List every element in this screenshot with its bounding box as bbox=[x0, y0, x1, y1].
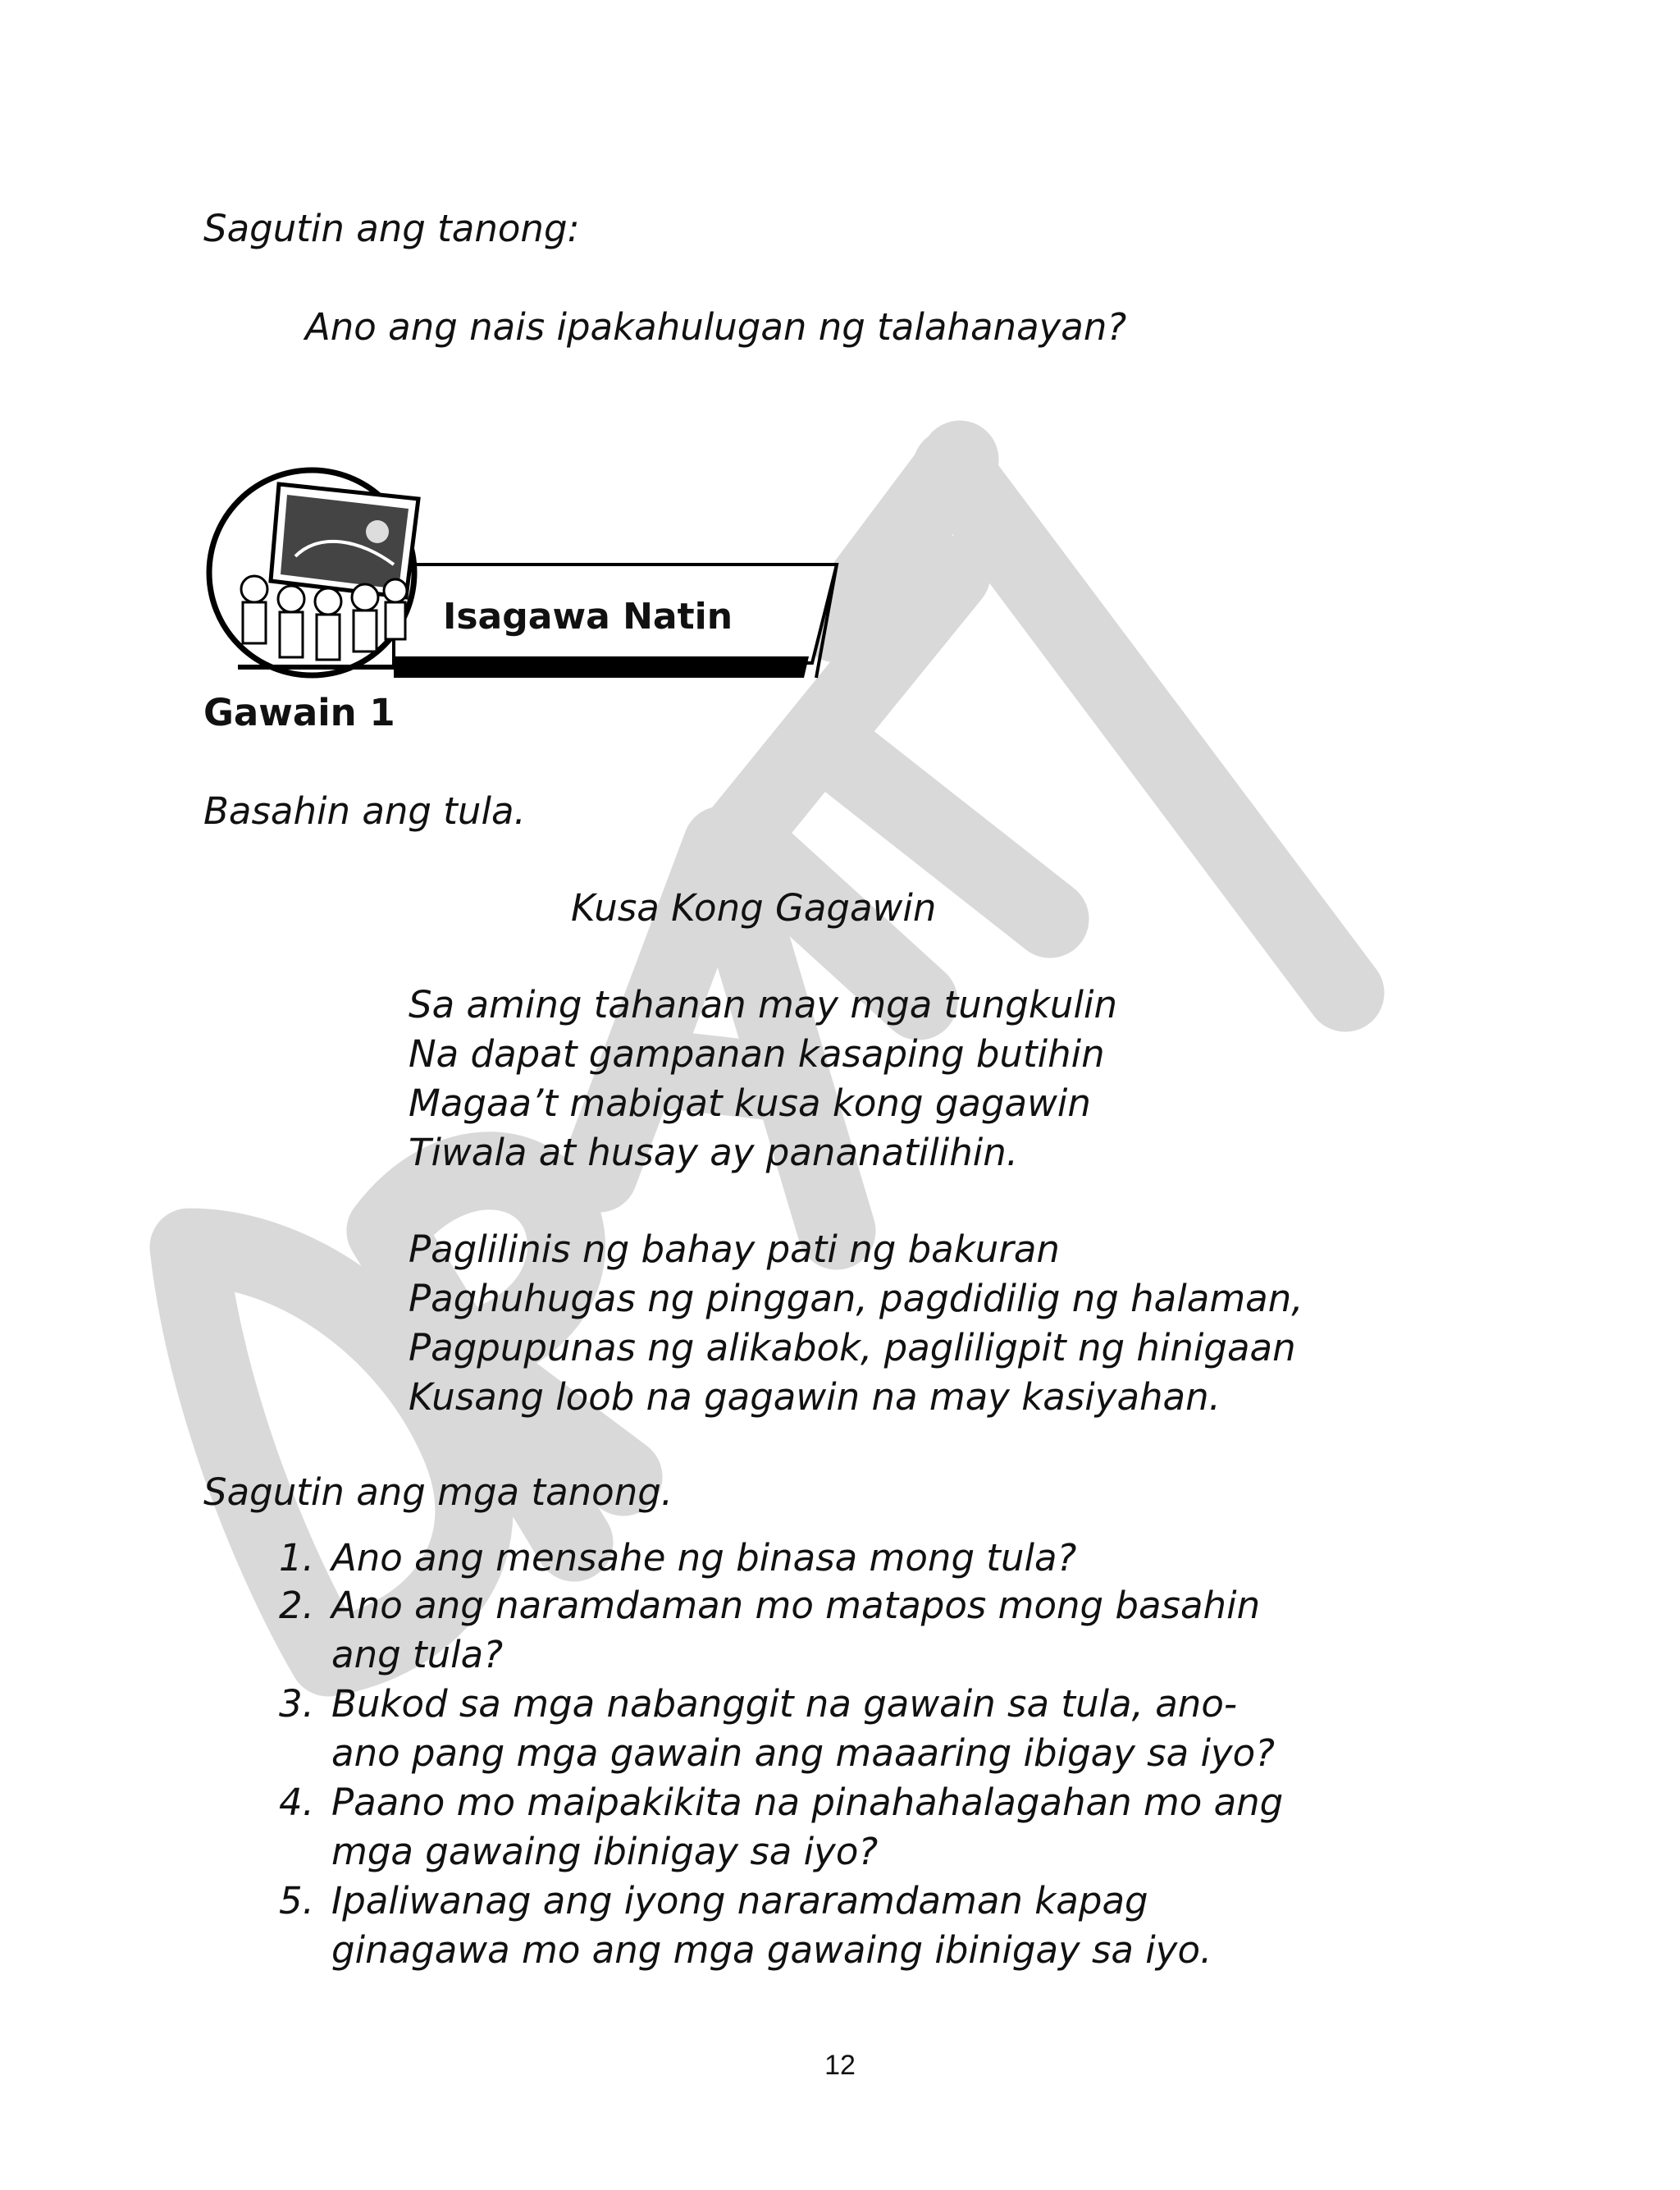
poem-line: Paghuhugas ng pinggan, pagdidilig ng halaman, bbox=[409, 1277, 1303, 1320]
poem-title: Kusa Kong Gagawin bbox=[571, 886, 937, 930]
question-text: Paano mo maipakikita na pinahahalagahan mo ang bbox=[331, 1781, 1284, 1824]
poem-line: Paglilinis ng bahay pati ng bakuran bbox=[409, 1228, 1060, 1271]
question-number: 1. bbox=[279, 1536, 314, 1580]
question-text: Ano ang naramdaman mo matapos mong basahin bbox=[331, 1584, 1261, 1627]
poem-line: Kusang loob na gagawin na may kasiyahan. bbox=[409, 1375, 1221, 1419]
question-text: Ipaliwanag ang iyong nararamdaman kapag bbox=[331, 1879, 1148, 1923]
instruction-answer-questions: Sagutin ang mga tanong. bbox=[203, 1470, 673, 1514]
question-number: 3. bbox=[279, 1682, 314, 1726]
instruction-read-poem: Basahin ang tula. bbox=[203, 789, 526, 833]
question-number: 5. bbox=[279, 1879, 314, 1923]
question-text: mga gawaing ibinigay sa iyo? bbox=[331, 1830, 879, 1873]
instruction-answer-question: Sagutin ang tanong: bbox=[203, 207, 580, 250]
question-text: ginagawa mo ang mga gawaing ibinigay sa iyo. bbox=[331, 1928, 1212, 1972]
question-table-meaning: Ano ang nais ipakahulugan ng talahanayan? bbox=[305, 305, 1127, 349]
section-title: Isagawa Natin bbox=[443, 596, 733, 638]
poem-line: Tiwala at husay ay pananatilihin. bbox=[409, 1131, 1019, 1174]
page-number: 12 bbox=[824, 2050, 856, 2081]
question-number: 2. bbox=[279, 1584, 314, 1627]
activity-title: Gawain 1 bbox=[203, 691, 395, 734]
poem-line: Magaa’t mabigat kusa kong gagawin bbox=[409, 1081, 1091, 1125]
poem-line: Pagpupunas ng alikabok, pagliligpit ng hinigaan bbox=[409, 1326, 1296, 1369]
question-number: 4. bbox=[279, 1781, 314, 1824]
question-text: ano pang mga gawain ang maaaring ibigay sa iyo? bbox=[331, 1731, 1276, 1775]
question-text: Bukod sa mga nabanggit na gawain sa tula, ano- bbox=[331, 1682, 1238, 1726]
poem-line: Na dapat gampanan kasaping butihin bbox=[409, 1032, 1105, 1076]
question-text: Ano ang mensahe ng binasa mong tula? bbox=[331, 1536, 1077, 1580]
question-text: ang tula? bbox=[331, 1633, 504, 1676]
poem-line: Sa aming tahanan may mga tungkulin bbox=[409, 983, 1117, 1026]
section-banner bbox=[205, 466, 845, 688]
